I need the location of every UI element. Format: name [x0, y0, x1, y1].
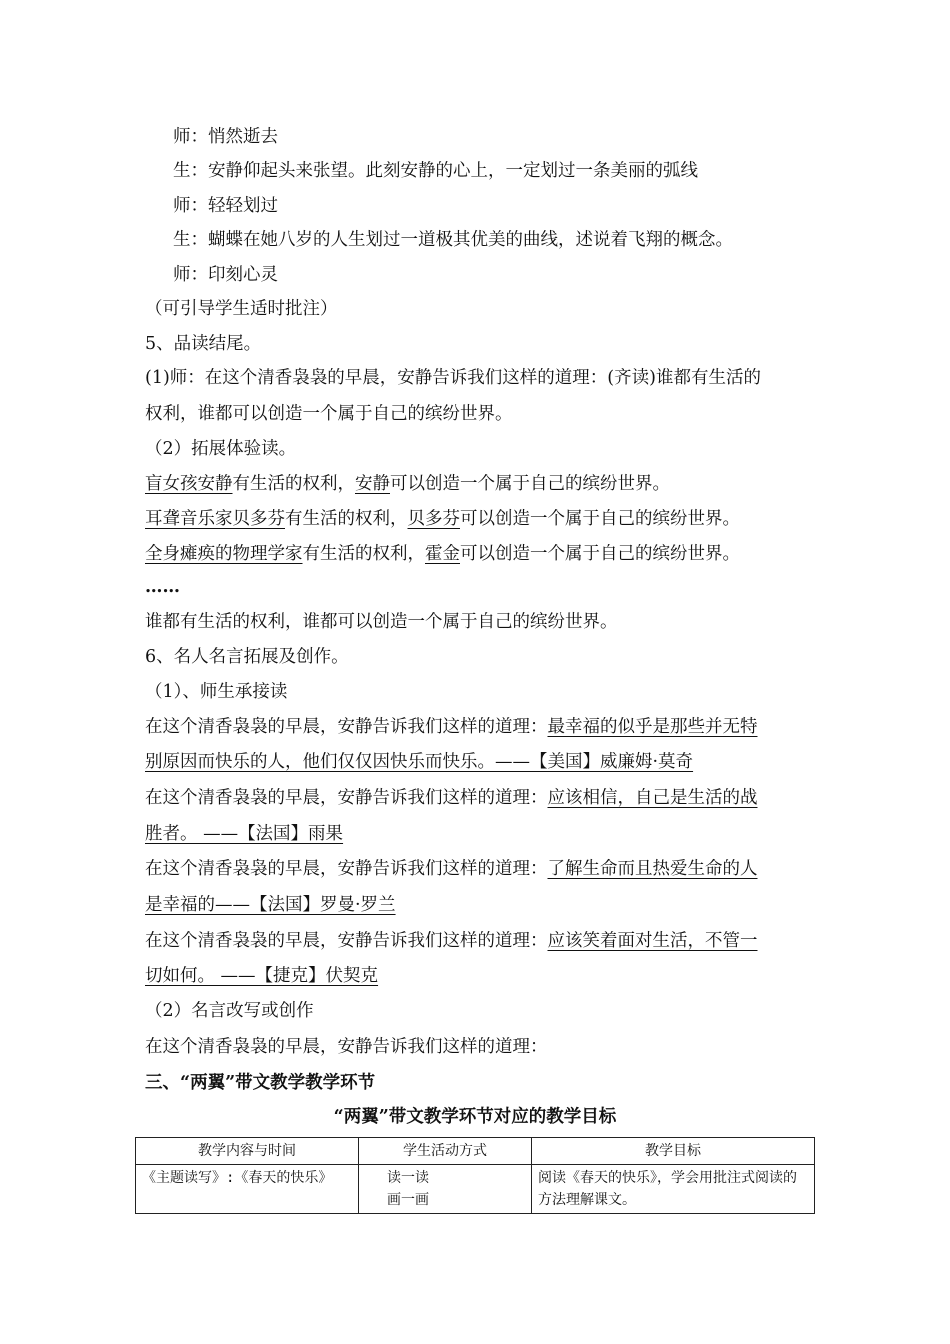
dialogue-line: 师：印刻心灵 [173, 265, 278, 285]
paragraph-line: 在这个清香袅袅的早晨，安静告诉我们这样的道理： [145, 1037, 548, 1057]
note-line: （可引导学生适时批注） [145, 299, 338, 319]
expand-line: 全身瘫痪的物理学家有生活的权利，霍金可以创造一个属于自己的缤纷世界。 [145, 544, 740, 564]
subheading: （2）名言改写或创作 [145, 1001, 314, 1021]
paragraph-line: 权利，谁都可以创造一个属于自己的缤纷世界。 [145, 404, 513, 424]
quote-line: 是幸福的——【法国】罗曼·罗兰 [145, 895, 396, 915]
header-content: 教学内容与时间 [136, 1138, 359, 1165]
table-row [136, 1165, 815, 1214]
quote-line: 在这个清香袅袅的早晨，安静告诉我们这样的道理：应该笑着面对生活，不管一 [145, 931, 758, 951]
cell-activity: 读一读 画一画 [359, 1165, 532, 1214]
header-activity: 学生活动方式 [359, 1138, 532, 1165]
quote-line: 胜者。 ——【法国】雨果 [145, 824, 344, 844]
header-goal: 教学目标 [532, 1138, 815, 1165]
expand-line: 耳聋音乐家贝多芬有生活的权利，贝多芬可以创造一个属于自己的缤纷世界。 [145, 509, 740, 529]
teaching-goals-table [135, 1137, 815, 1214]
quote-line: 在这个清香袅袅的早晨，安静告诉我们这样的道理：最幸福的似乎是那些并无特 [145, 717, 758, 737]
table-header-row [136, 1138, 815, 1165]
cell-goal: 阅读《春天的快乐》，学会用批注式阅读的方法理解课文。 [532, 1165, 815, 1214]
section-heading: 6、名人名言拓展及创作。 [145, 647, 349, 667]
quote-line: 在这个清香袅袅的早晨，安静告诉我们这样的道理：应该相信，自己是生活的战 [145, 788, 758, 808]
quote-line: 切如何。 ——【捷克】伏契克 [145, 966, 379, 986]
dialogue-line: 生：蝴蝶在她八岁的人生划过一道极其优美的曲线，述说着飞翔的概念。 [173, 230, 733, 250]
quote-line: 在这个清香袅袅的早晨，安静告诉我们这样的道理：了解生命而且热爱生命的人 [145, 859, 758, 879]
dialogue-line: 师：悄然逝去 [173, 127, 278, 147]
cell-content: 《主题读写》:《春天的快乐》 [136, 1165, 359, 1214]
ellipsis: …… [145, 577, 180, 597]
table-title: “两翼”带文教学环节对应的教学目标 [333, 1107, 617, 1127]
subheading: （2）拓展体验读。 [145, 439, 297, 459]
section-heading: 5、品读结尾。 [145, 334, 262, 354]
summary-line: 谁都有生活的权利，谁都可以创造一个属于自己的缤纷世界。 [145, 612, 618, 632]
section-heading: 三、“两翼”带文教学教学环节 [145, 1073, 376, 1093]
quote-line: 别原因而快乐的人，他们仅仅因快乐而快乐。——【美国】威廉姆·莫奇 [145, 752, 694, 772]
expand-line: 盲女孩安静有生活的权利，安静可以创造一个属于自己的缤纷世界。 [145, 474, 670, 494]
dialogue-line: 师：轻轻划过 [173, 196, 278, 216]
subheading: （1）、师生承接读 [145, 682, 288, 702]
dialogue-line: 生：安静仰起头来张望。此刻安静的心上，一定划过一条美丽的弧线 [173, 161, 698, 181]
paragraph-line: (1)师：在这个清香袅袅的早晨，安静告诉我们这样的道理：(齐读)谁都有生活的 [145, 368, 761, 388]
